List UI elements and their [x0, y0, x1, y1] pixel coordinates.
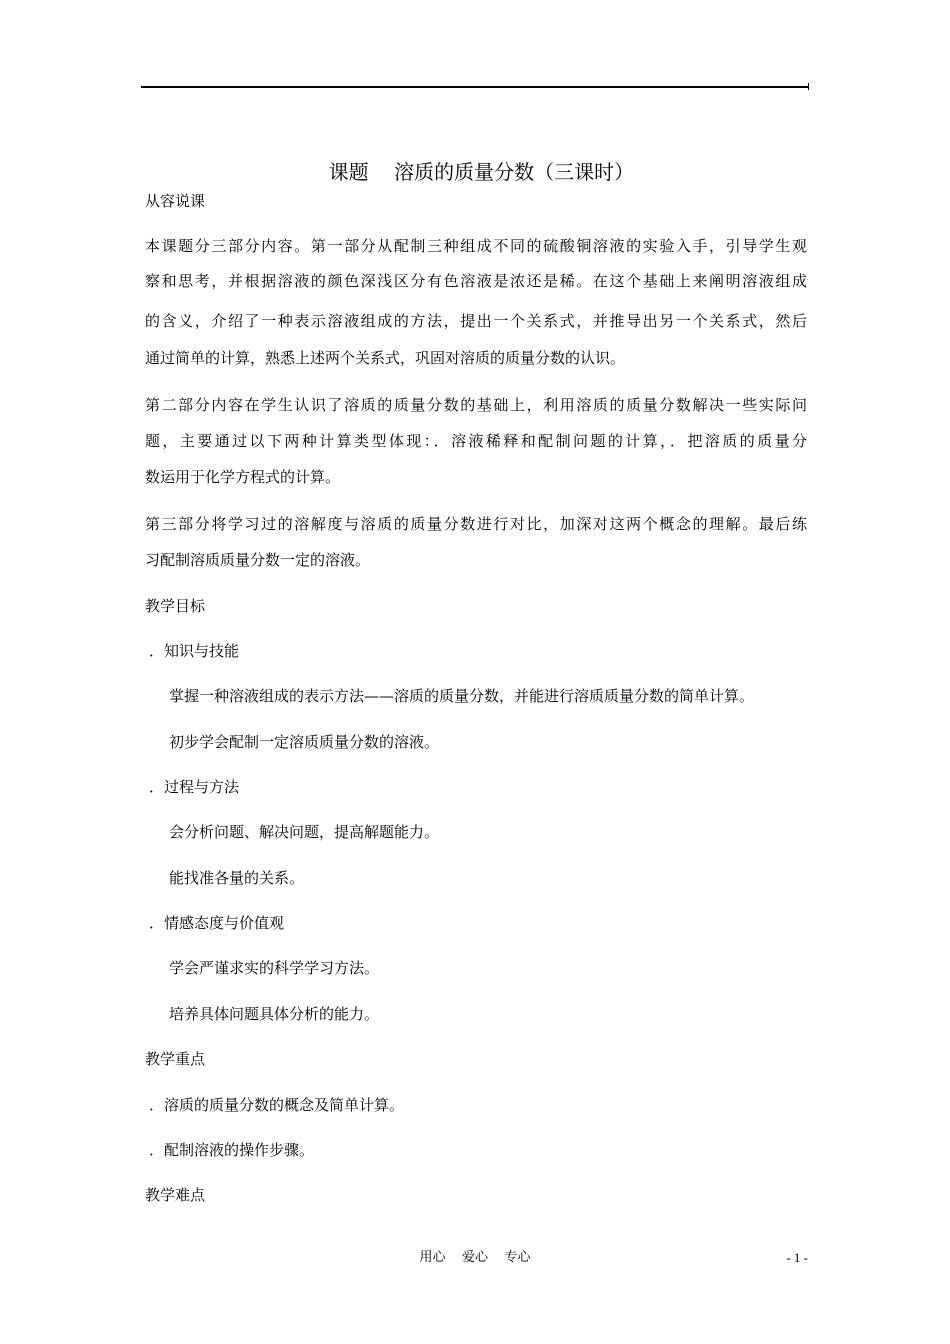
- goal1-item2: 初步学会配制一定溶质质量分数的溶液。: [169, 733, 440, 751]
- key-point-2: ．配制溶液的操作步骤。: [149, 1141, 315, 1159]
- para2-line3: 数运用于化学方程式的计算。: [145, 468, 341, 486]
- para2-line2: 题，主要通过以下两种计算类型体现：．溶液稀释和配制问题的计算，．把溶质的质量分: [145, 432, 807, 450]
- goal3-item2: 培养具体问题具体分析的能力。: [169, 1005, 380, 1023]
- goal1-item1: 掌握一种溶液组成的表示方法——溶质的质量分数，并能进行溶质质量分数的简单计算。: [169, 687, 755, 705]
- goal2-item2: 能找准各量的关系。: [169, 869, 305, 887]
- goal3-heading: ．情感态度与价值观: [149, 914, 285, 932]
- header-rule: [141, 86, 808, 88]
- para2-line1: 第二部分内容在学生认识了溶质的质量分数的基础上，利用溶质的质量分数解决一些实际问: [145, 396, 807, 414]
- para1-line4: 通过简单的计算，熟悉上述两个关系式，巩固对溶质的质量分数的认识。: [145, 349, 626, 367]
- document-title: 课题 溶质的质量分数（三课时）: [328, 160, 635, 184]
- page-number: - 1 -: [786, 1250, 808, 1265]
- section-heading-intro: 从容说课: [145, 192, 206, 210]
- para1-line3: 的含义，介绍了一种表示溶液组成的方法，提出一个关系式，并推导出另一个关系式，然后: [145, 312, 807, 330]
- section-heading-goals: 教学目标: [145, 597, 206, 615]
- para3-line2: 习配制溶质质量分数一定的溶液。: [145, 551, 371, 569]
- section-heading-key: 教学重点: [145, 1050, 206, 1068]
- header-rule-tick: [808, 83, 809, 90]
- goal1-heading: ．知识与技能: [149, 642, 240, 660]
- section-heading-difficult: 教学难点: [145, 1186, 206, 1204]
- goal2-item1: 会分析问题、解决问题，提高解题能力。: [169, 823, 440, 841]
- para3-line1: 第三部分将学习过的溶解度与溶质的质量分数进行对比，加深对这两个概念的理解。最后练: [145, 515, 807, 533]
- goal2-heading: ．过程与方法: [149, 778, 240, 796]
- footer-slogan: 用心 爱心 专心: [419, 1250, 531, 1265]
- para1-line2: 察和思考，并根据溶液的颜色深浅区分有色溶液是浓还是稀。在这个基础上来阐明溶液组成: [145, 272, 807, 290]
- goal3-item1: 学会严谨求实的科学学习方法。: [169, 959, 380, 977]
- para1-line1: 本课题分三部分内容。第一部分从配制三种组成不同的硫酸铜溶液的实验入手，引导学生观: [145, 237, 807, 255]
- key-point-1: ．溶质的质量分数的概念及简单计算。: [149, 1096, 405, 1114]
